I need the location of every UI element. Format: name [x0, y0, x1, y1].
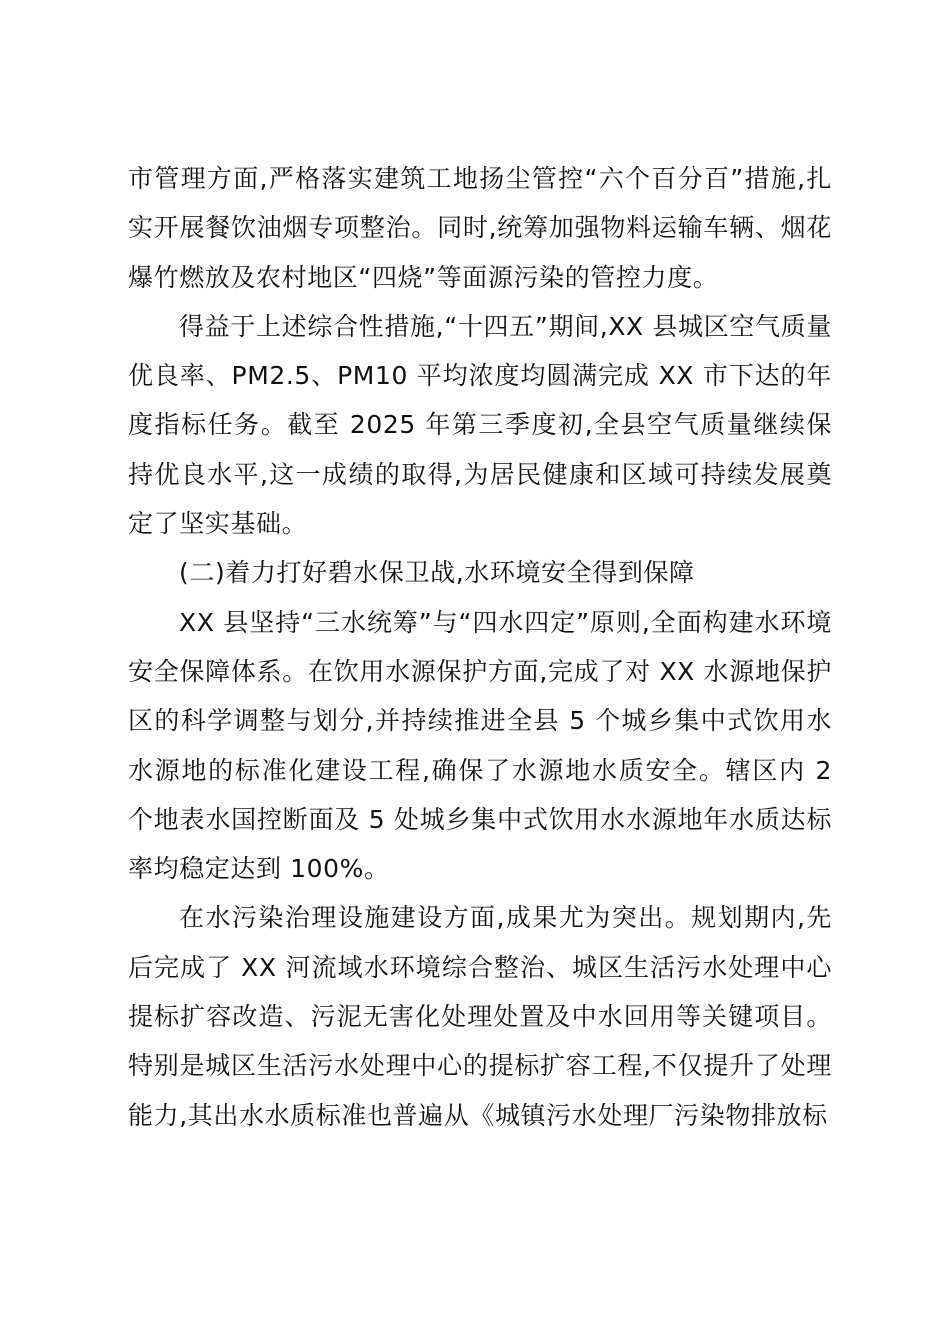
section-heading-water: (二)着力打好碧水保卫战,水环境安全得到保障 [179, 558, 695, 588]
paragraph-air-quality-results: 得益于上述综合性措施,“十四五”期间,XX 县城区空气质量优良率、PM2.5、PM10 平均浓度均圆满完成 XX 市下达的年度指标任务。截至 2025 年第三季度初,全县空气质量继续保持优良水平,这一成绩的取得,为居民健康和区域可持续发展奠定了坚实基础。 [128, 311, 832, 539]
paragraph-water-treatment-facilities: 在水污染治理设施建设方面,成果尤为突出。规划期内,先后完成了 XX 河流域水环境综合整治、城区生活污水处理中心提标扩容改造、污泥无害化处理处置及中水回用等关键项目。特别是城区生活污水处理中心的提标扩容工程,不仅提升了处理能力,其出水水质标准也普遍从《城镇污水处理厂污染物排放标 [128, 903, 832, 1130]
paragraph-air-management-continued: 市管理方面,严格落实建筑工地扬尘管控“六个百分百”措施,扎实开展餐饮油烟专项整治。同时,统筹加强物料运输车辆、烟花爆竹燃放及农村地区“四烧”等面源污染的管控力度。 [128, 164, 832, 292]
document-body [128, 154, 832, 1140]
paragraph-water-source-protection: XX 县坚持“三水统筹”与“四水四定”原则,全面构建水环境安全保障体系。在饮用水源保护方面,完成了对 XX 水源地保护区的科学调整与划分,并持续推进全县 5 个城乡集中式饮用水水源地的标准化建设工程,确保了水源地水质安全。辖区内 2 个地表水国控断面及 5 处城乡集中式饮用水水源地年水质达标率均稳定达到 100%。 [128, 607, 832, 884]
